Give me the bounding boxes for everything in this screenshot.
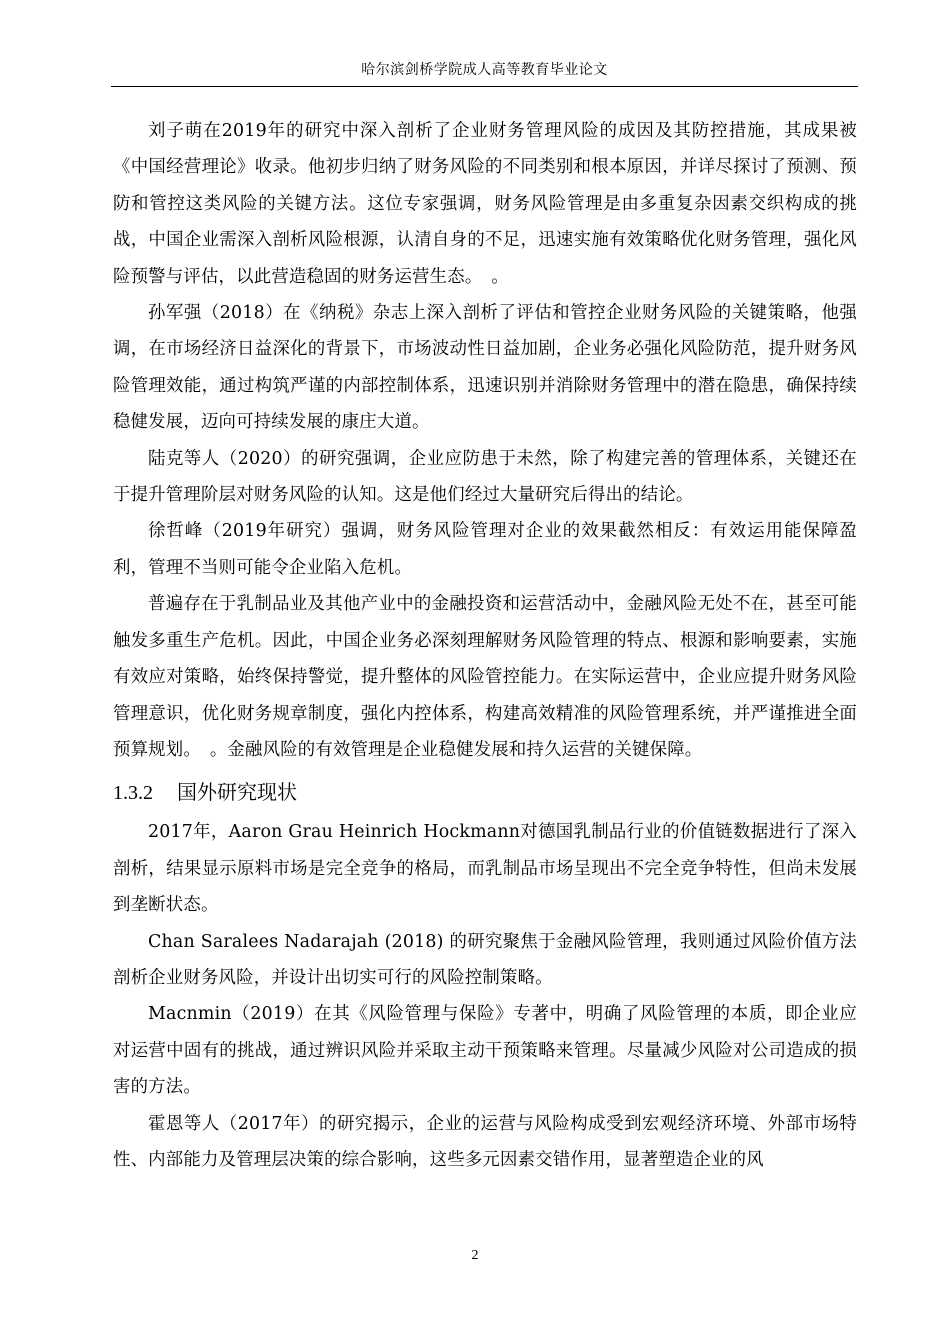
paragraph-hockmann: 2017年，Aaron Grau Heinrich Hockmann对德国乳制品行业的价值链数据进行了深入剖析，结果显示原料市场是完全竞争的格局，而乳制品市场呈现出不完全竞争特性，但尚未发展到垄断状态。 (113, 822, 857, 916)
page-number: 2 (471, 1248, 479, 1263)
paragraph-macnmin: Macnmin（2019）在其《风险管理与保险》专著中，明确了风险管理的本质，即企业应对运营中固有的挑战，通过辨识风险并采取主动干预策略来管理。尽量减少风险对公司造成的损害的方法。 (113, 1004, 857, 1098)
paragraph-lu: 陆克等人（2020）的研究强调，企业应防患于未然，除了构建完善的管理体系，关键还在于提升管理阶层对财务风险的认知。这是他们经过大量研究后得出的结论。 (113, 448, 857, 506)
paragraph-sun: 孙军强（2018）在《纳税》杂志上深入剖析了评估和管控企业财务风险的关键策略，他强调，在市场经济日益深化的背景下，市场波动性日益加剧，企业务必强化风险防范，提升财务风险管理效能，通过构筑严谨的内部控制体系，迅速识别并消除财务管理中的潜在隐患，确保持续稳健发展，迈向可持续发展的康庄大道。 (113, 303, 857, 433)
section-title: 国外研究现状 (177, 780, 297, 805)
page-body (113, 113, 857, 1178)
section-heading (113, 774, 857, 811)
running-header: 哈尔滨剑桥学院成人高等教育毕业论文 (361, 62, 608, 78)
paragraph-liu: 刘子萌在2019年的研究中深入剖析了企业财务管理风险的成因及其防控措施，其成果被《中国经营理论》收录。他初步归纳了财务风险的不同类别和根本原因，并详尽探讨了预测、预防和管控这类风险的关键方法。这位专家强调，财务风险管理是由多重复杂因素交织构成的挑战，中国企业需深入剖析风险根源，认清自身的不足，迅速实施有效策略优化财务管理，强化风险预警与评估，以此营造稳固的财务运营生态。 。 (113, 121, 857, 287)
header-divider (111, 86, 858, 87)
paragraph-huoen: 霍恩等人（2017年）的研究揭示，企业的运营与风险构成受到宏观经济环境、外部市场特性、内部能力及管理层决策的综合影响，这些多元因素交错作用，显著塑造企业的风 (113, 1113, 857, 1170)
paragraph-nadarajah: Chan Saralees Nadarajah (2018) 的研究聚焦于金融风险管理，我则通过风险价值方法剖析企业财务风险，并设计出切实可行的风险控制策略。 (113, 931, 857, 988)
section-number: 1.3.2 (113, 782, 153, 805)
paragraph-summary: 普遍存在于乳制品业及其他产业中的金融投资和运营活动中，金融风险无处不在，甚至可能触发多重生产危机。因此，中国企业务必深刻理解财务风险管理的特点、根源和影响要素，实施有效应对策略，始终保持警觉，提升整体的风险管控能力。在实际运营中，企业应提升财务风险管理意识，优化财务规章制度，强化内控体系，构建高效精准的风险管理系统，并严谨推进全面预算规划。 。金融风险的有效管理是企业稳健发展和持久运营的关键保障。 (113, 594, 857, 760)
paragraph-xu: 徐哲峰（2019年研究）强调，财务风险管理对企业的效果截然相反：有效运用能保障盈利，管理不当则可能令企业陷入危机。 (113, 521, 857, 578)
